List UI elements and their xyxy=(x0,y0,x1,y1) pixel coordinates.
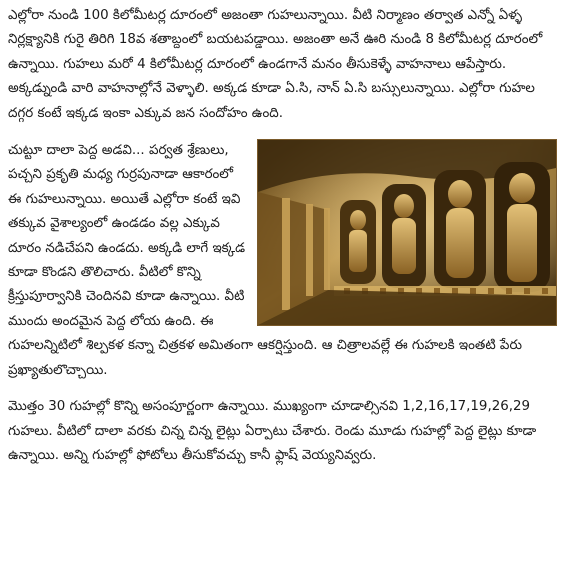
article-paragraph-1: ఎల్లోరా నుండి 100 కిలోమీటర్ల దూరంలో అజంతా గుహలున్నాయి. వీటి నిర్మాణం తర్వాత ఎన్నో ఏళ్ళ నిర్లక్ష్యానికి గురై తిరిగి 18వ శతాబ్దంలో బయటపడ్డాయి. అజంతా అనే ఊరి నుండి 8 కిలోమీటర్ల దూరంలో ఉన్నాయి. గుహలు మరో 4 కిలోమీటర్ల దూరంలో ఉండగానే మనం తీసుకెళ్ళే వాహనాలు ఆపేస్తారు. అక్కడ్నుండి వారి వాహనాల్లోనే వెళ్ళాలి. అక్కడ కూడా ఏ.సి, నాన్ ఏ.సి బస్సులున్నాయి. ఎల్లోరా గుహల దగ్గర కంటే ఇక్కడ ఇంకా ఎక్కువ జన సందోహం ఉంది. xyxy=(8,8,543,121)
article-paragraph-3: మొత్తం 30 గుహల్లో కొన్ని అసంపూర్ణంగా ఉన్నాయి. ముఖ్యంగా చూడాల్సినవి 1,2,16,17,19,26,29 గుహలు. వీటిలో దాలా వరకు చిన్న చిన్న లైట్లు ఏర్పాటు చేశారు. రెండు మూడు గుహల్లో పెద్ద లైట్లు కూడా ఉన్నాయి. అన్ని గుహల్లో ఫోటోలు తీసుకోవచ్చు కానీ ఫ్లాష్ వెయ్యనివ్వరు. xyxy=(8,399,537,463)
ajanta-cave-photo xyxy=(257,139,557,326)
article-paragraph-2: చుట్టూ దాలా పెద్ద అడవి... పర్వత శ్రేణులు, పచ్చని ప్రకృతి మధ్య గుర్రపునాడా ఆకారంలో ఈ గుహలున్నాయి. అయితే ఎల్లోరా కంటే ఇవి తక్కువ వైశాల్యంలో ఉండడం వల్ల ఎక్కువ దూరం నడిచేపని ఉండదు. అక్కడి లాగే ఇక్కడ కూడా కొండని తొలిచారు. వీటిలో కొన్ని క్రీస్తుపూర్వానికి చెందినవి కూడా ఉన్నాయి. వీటి ముందు అందమైన పెద్ద లోయ ఉంది. ఈ గుహలన్నిటిలో శిల్పకళ కన్నా చిత్రకళ అమితంగా ఆకర్షిస్తుంది. ఆ చిత్రాలవల్లే ఈ గుహలకి ఇంతటి పేరు ప్రఖ్యాతులొచ్చాయి. xyxy=(8,143,523,378)
cave-sculpture-image xyxy=(258,140,556,325)
article-paragraph-2-block xyxy=(8,139,559,383)
